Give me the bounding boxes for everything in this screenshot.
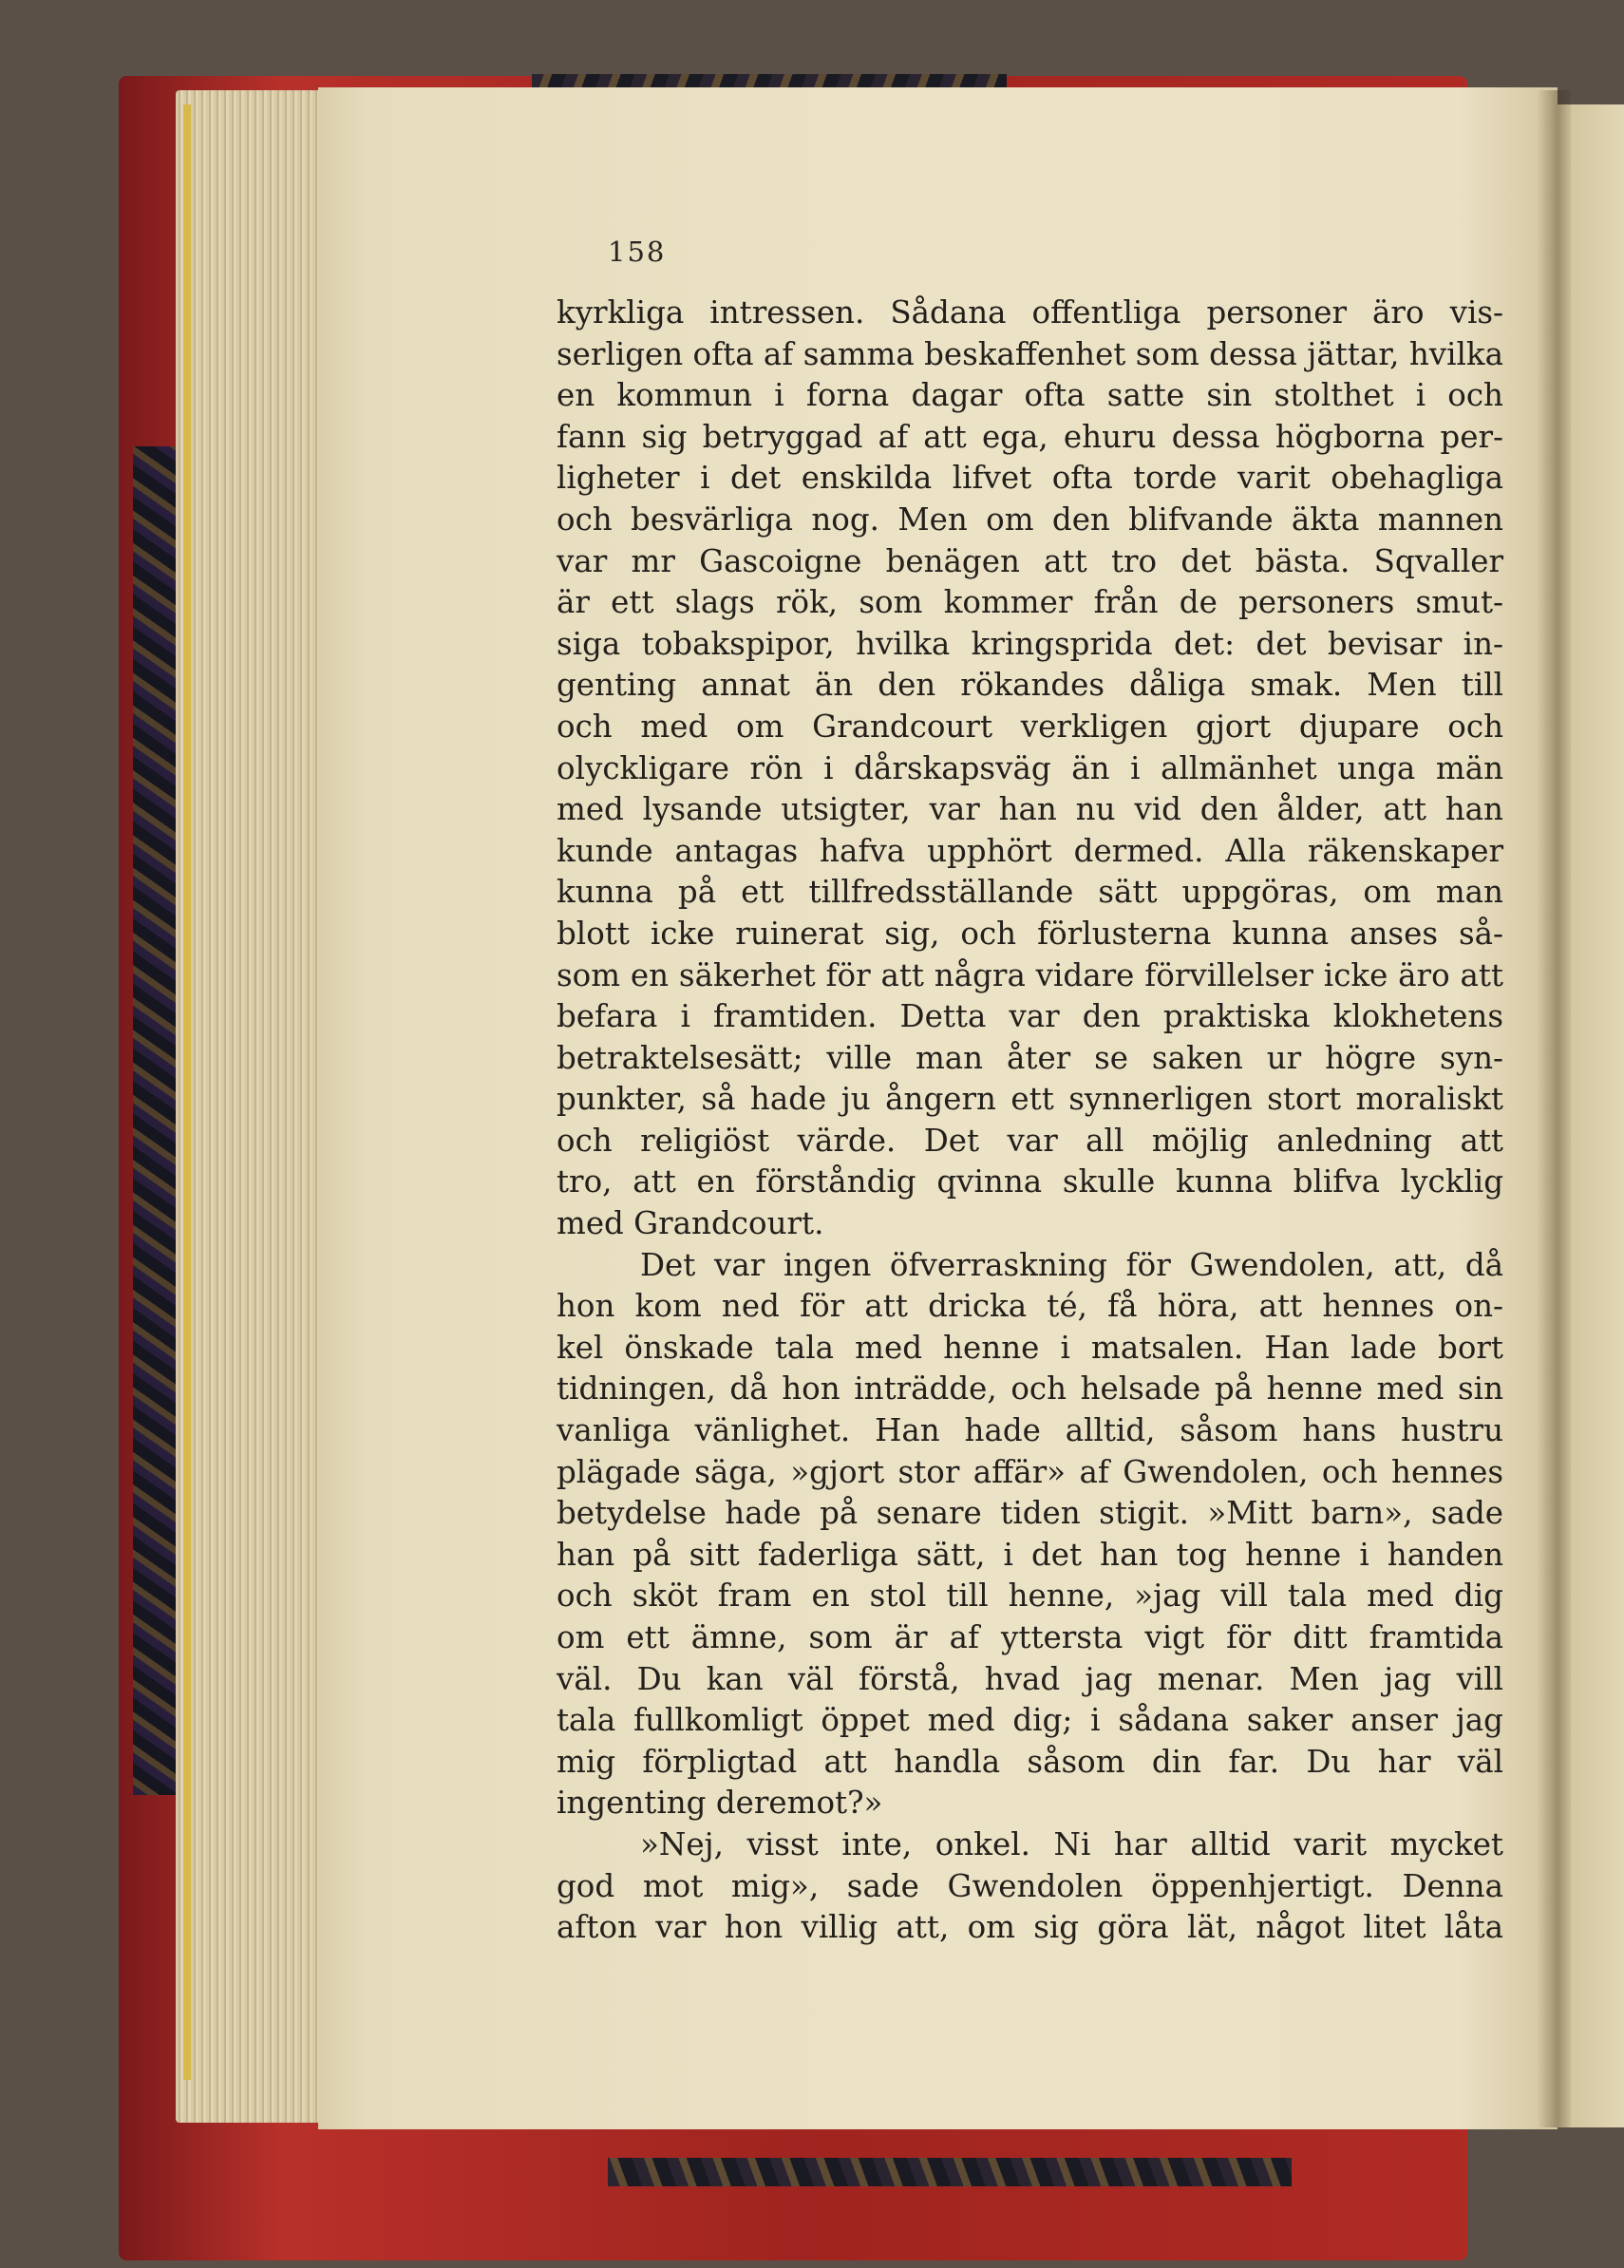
text-line: tidningen, då hon inträdde, och helsade på henne med sin [557,1370,1503,1408]
text-line: betydelse hade på senare tiden stigit. »Mitt barn», sade [557,1495,1503,1532]
text-line: ligheter i det enskilda lifvet ofta torde varit obehagliga [557,460,1503,497]
gutter-shadow [1537,90,1571,2127]
text-line: väl. Du kan väl förstå, hvad jag menar. Men jag vill [557,1660,1503,1697]
text-line: en kommun i forna dagar ofta satte sin stolthet i och [557,377,1503,414]
text-line: ingenting deremot?» [557,1785,883,1822]
text-line: punkter, så hade ju ångern ett synnerligen stort moraliskt [557,1081,1503,1118]
text-line: med Grandcourt. [557,1205,824,1242]
text-line: tala fullkomligt öppet med dig; i sådana saker anser jag [557,1702,1503,1739]
text-line: var mr Gascoigne benägen att tro det bästa. Sqvaller [557,542,1503,579]
text-line: han på sitt faderliga sätt, i det han tog henne i handen [557,1536,1503,1573]
text-line: hon kom ned för att dricka té, få höra, att hennes on- [557,1288,1503,1325]
page-number: 158 [608,236,667,268]
text-line: vanliga vänlighet. Han hade alltid, såsom hans hustru [557,1412,1503,1449]
text-line: och med om Grandcourt verkligen gjort djupare och [557,708,1503,745]
text-line: betraktelsesätt; ville man åter se saken ur högre syn- [557,1039,1503,1076]
text-line: om ett ämne, som är af yttersta vigt för ditt framtida [557,1619,1503,1655]
page-edges [176,90,328,2123]
text-line: och besvärliga nog. Men om den blifvande äkta mannen [557,501,1503,538]
text-line: och sköt fram en stol till henne, »jag vill tala med dig [557,1578,1503,1615]
text-line: olyckligare rön i dårskapsväg än i allmänhet unga män [557,749,1503,786]
text-line: serligen ofta af samma beskaffenhet som dessa jättar, hvilka [557,335,1503,372]
text-line: tro, att en förståndig qvinna skulle kunna blifva lycklig [557,1163,1503,1200]
marbled-board-left [133,446,179,1795]
text-line: kunde antagas hafva upphört dermed. Alla räkenskaper [557,832,1503,869]
text-line: som en säkerhet för att några vidare förvillelser icke äro att [557,956,1503,993]
text-line: blott icke ruinerat sig, och förlusterna kunna anses så- [557,915,1503,952]
text-line: kyrkliga intressen. Sådana offentliga personer äro vis- [557,294,1503,331]
body-text [557,293,1503,1949]
text-line: fann sig betryggad af att ega, ehuru dessa högborna per- [557,418,1503,455]
text-line: afton var hon villig att, om sig göra lät, något litet låta [557,1909,1503,1946]
text-line: och religiöst värde. Det var all möjlig anledning att [557,1122,1503,1159]
text-line: kunna på ett tillfredsställande sätt uppgöras, om man [557,874,1503,911]
marbled-board-bottom [608,2158,1292,2186]
text-line: god mot mig», sade Gwendolen öppenhjertigt. Denna [557,1867,1503,1904]
text-line: kel önskade tala med henne i matsalen. Han lade bort [557,1329,1503,1366]
text-line: genting annat än den rökandes dåliga smak. Men till [557,667,1503,704]
gilded-edge [183,104,191,2080]
text-line: »Nej, visst inte, onkel. Ni har alltid varit mycket [640,1825,1503,1862]
text-line: Det var ingen öfverraskning för Gwendolen, att, då [640,1246,1503,1283]
text-line: med lysande utsigter, var han nu vid den ålder, att han [557,791,1503,828]
text-line: befara i framtiden. Detta var den praktiska klokhetens [557,998,1503,1035]
text-line: plägade säga, »gjort stor affär» af Gwendolen, och hennes [557,1453,1503,1490]
text-line: mig förpligtad att handla såsom din far. Du har väl [557,1743,1503,1780]
text-line: är ett slags rök, som kommer från de personers smut- [557,584,1503,621]
text-line: siga tobakspipor, hvilka kringsprida det: det bevisar in- [557,625,1503,662]
